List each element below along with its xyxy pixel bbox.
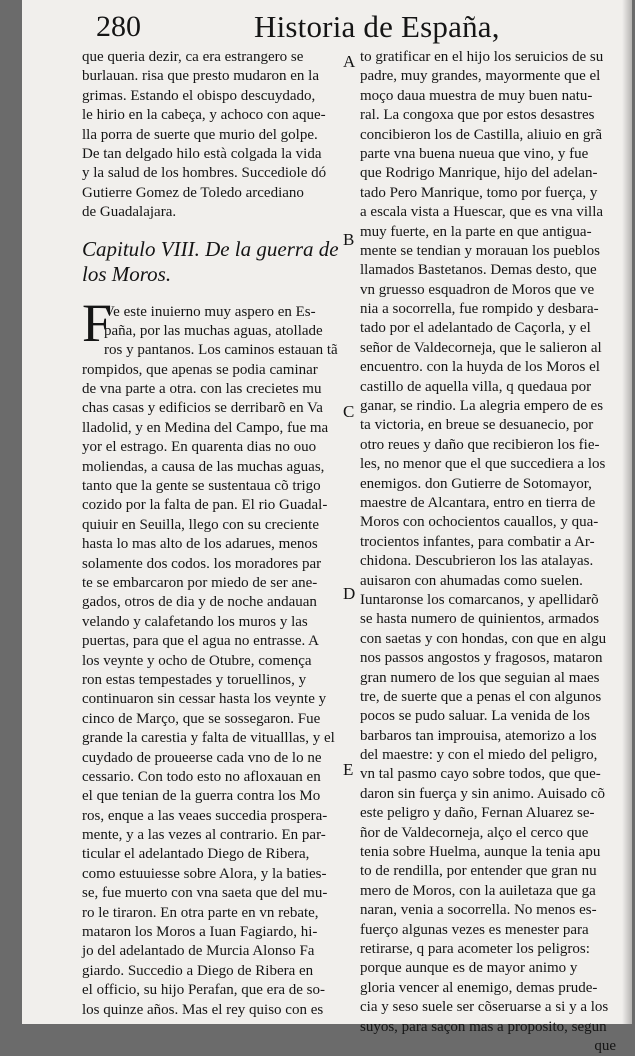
text-line: a escala vista a Huescar, que es vna villa bbox=[360, 204, 604, 221]
text-line: cinco de Março, que se sossegaron. Fue bbox=[82, 710, 321, 727]
text-line: quiuir en Seuilla, llego con su creciente bbox=[82, 516, 320, 533]
text-line: rompidos, que apenas se podia caminar bbox=[82, 361, 318, 378]
text-line: pocos se pudo saluar. La venida de los bbox=[360, 708, 590, 725]
text-line: le hirio en la cabeça, y achoco con aque- bbox=[82, 107, 326, 124]
text-line: concibieron los de Castilla, aliuio en grã bbox=[360, 126, 603, 143]
text-line: grande la carestia y falta de vitualllas, y el bbox=[82, 730, 335, 747]
right-body-text bbox=[360, 48, 616, 1037]
catchword: que bbox=[594, 1037, 616, 1054]
text-line: ral. La congoxa que por estos desastres bbox=[360, 107, 595, 124]
text-line: ta victoria, en breue se desuanecio, por bbox=[360, 417, 594, 434]
running-title: Historia de España, bbox=[254, 9, 500, 44]
text-line: lladolid, y en Medina del Campo, fue ma bbox=[82, 419, 329, 436]
text-line: retirarse, q para acometer los peligros: bbox=[360, 940, 590, 957]
chapter-title-line: los Moros. bbox=[82, 261, 172, 286]
text-line: ñor de Valdecorneja, alço el cerco que bbox=[360, 824, 589, 841]
text-line: el que tenian de la guerra contra los Mo bbox=[82, 788, 321, 805]
text-line: mero de Moros, con la auiletaza que ga bbox=[360, 882, 596, 899]
text-line: tanto que la gente se sustentaua cõ trigo bbox=[82, 478, 321, 495]
text-line: cozido por la falta de pan. El rio Guadal- bbox=[82, 497, 328, 514]
text-line: muy fuerte, en la parte en que antigua- bbox=[360, 223, 592, 240]
text-line: grimas. Estando el obispo descuydado, bbox=[82, 87, 316, 104]
text-line: enemigos. don Gutierre de Sotomayor, bbox=[360, 475, 592, 492]
text-line: padre, muy grandes, mayormente que el bbox=[360, 68, 601, 85]
text-line: con saetas y con hondas, con que en algu bbox=[360, 630, 607, 647]
margin-marker: B bbox=[343, 230, 355, 249]
text-line: y la salud de los hombres. Succediole dó bbox=[82, 165, 327, 182]
text-line: giardo. Succedio a Diego de Ribera en bbox=[82, 962, 314, 979]
text-line: mente se tendian y morauan los pueblos bbox=[360, 242, 600, 259]
text-line: gran numero de los que seguian al maes bbox=[360, 669, 600, 686]
text-line: continuaron sin cessar hasta los veynte y bbox=[82, 691, 327, 708]
text-line: este peligro y daño, Fernan Aluarez se- bbox=[360, 805, 595, 822]
text-line: como estuuiesse sobre Alora, y la baties- bbox=[82, 865, 327, 882]
text-line: de Guadalajara. bbox=[82, 204, 177, 221]
text-line: auisaron con ahumadas como suelen. bbox=[360, 572, 583, 589]
text-line: puertas, para que el agua no entrasse. A bbox=[82, 633, 319, 650]
text-line: que queria dezir, ca era estrangero se bbox=[82, 49, 304, 65]
text-line: yor el estrago. En quarenta dias no ouo bbox=[82, 439, 317, 456]
text-line: les, no menor que el que succediera a los bbox=[360, 456, 606, 473]
text-line: castillo de aquella villa, q quedaua por bbox=[360, 378, 592, 395]
margin-marker: C bbox=[343, 402, 355, 421]
text-line: jo del adelantado de Murcia Alonso Fa bbox=[82, 943, 315, 960]
text-line: tenia sobre Huelma, aunque la tenia apu bbox=[360, 844, 601, 861]
text-line: llamados Bastetanos. Demas desto, que bbox=[360, 262, 597, 279]
text-line: hasta lo mas alto de los adarues, menos bbox=[82, 536, 318, 553]
text-line: ron estas tempestades y toruellinos, y bbox=[82, 671, 307, 688]
text-line: se, fue muerto con vna saeta que del mu- bbox=[82, 885, 328, 902]
text-line: tre, de suerte que a penas el con algunos bbox=[360, 688, 602, 705]
drop-cap: F bbox=[82, 292, 113, 353]
text-line: parte vna buena nueua que vino, y fue bbox=[360, 145, 589, 162]
text-line: Gutierre Gomez de Toledo arcediano bbox=[82, 184, 304, 201]
text-line: fuerço algunas vezes es menester para bbox=[360, 921, 589, 938]
text-line: ros, enque a las veaes succedia prospera- bbox=[82, 807, 328, 824]
text-line: moliendas, a causa de las muchas aguas, bbox=[82, 458, 325, 475]
text-line: que Rodrigo Manrique, hijo del adelan- bbox=[360, 165, 598, 182]
text-line: gados, otros de dia y de noche andauan bbox=[82, 594, 317, 611]
text-line: daron sin fuerça y sin animo. Auisado cõ bbox=[360, 785, 605, 802]
book-page bbox=[22, 0, 632, 1054]
text-line: el officio, su hijo Perafan, que era de so- bbox=[82, 982, 325, 999]
text-line: cessario. Con todo esto no afloxauan en bbox=[82, 768, 321, 785]
text-line: mataron los Moros a Iuan Fagiardo, hi- bbox=[82, 924, 318, 941]
text-line: nia a socorrella, fue rompido y desbara- bbox=[360, 301, 599, 318]
left-top-text bbox=[82, 48, 338, 223]
text-line: to gratificar en el hijo los seruicios de su bbox=[360, 49, 604, 65]
text-line: los veynte y ocho de Otubre, comença bbox=[82, 652, 312, 669]
text-line: paña, por las muchas aguas, atollade bbox=[104, 322, 323, 339]
margin-marker: A bbox=[343, 52, 356, 71]
chapter-title-line: Capitulo VIII. De la guerra de bbox=[82, 236, 339, 261]
margin-marker: D bbox=[343, 584, 356, 603]
text-line: solamente dos codos. los moradores par bbox=[82, 555, 322, 572]
text-line: cuydado de proueerse cada vno de lo ne bbox=[82, 749, 322, 766]
text-line: ganar, se rindio. La alegria empero de es bbox=[360, 398, 604, 415]
text-line: trocientos infantes, para combatir a Ar- bbox=[360, 533, 595, 550]
text-line: to de rendilla, por entender que gran nu bbox=[360, 863, 597, 880]
left-body-text bbox=[82, 361, 338, 1020]
text-line: maestre de Alcantara, entro en tierra de bbox=[360, 494, 596, 511]
text-line: Iuntaronse los comarcanos, y apellidarõ bbox=[360, 591, 599, 608]
text-line: tado por el adelantado de Caçorla, y el bbox=[360, 320, 591, 337]
text-line: señor de Valdecorneja, que le salieron al bbox=[360, 339, 602, 356]
text-line: de vna parte a otra. con las crecietes mu bbox=[82, 381, 322, 398]
text-line: te se embarcaron por miedo de ser ane- bbox=[82, 574, 318, 591]
text-line: porque aunque es de mayor animo y bbox=[360, 960, 578, 977]
page-number: 280 bbox=[96, 10, 141, 43]
text-line: lla porra de suerte que murio del golpe. bbox=[82, 126, 318, 143]
text-line: otro reues y daño que recibieron los fie- bbox=[360, 436, 600, 453]
text-line: burlauan. risa que presto mudaron en la bbox=[82, 68, 320, 85]
text-line: Moros con ochocientos cauallos, y qua- bbox=[360, 514, 599, 531]
text-line: Ve este inuierno muy aspero en Es- bbox=[104, 303, 316, 320]
text-line: los quinze años. Mas el rey quiso con es bbox=[82, 1001, 324, 1018]
chapter-opening bbox=[82, 292, 338, 361]
text-line: chidona. Descubrieron los las atalayas. bbox=[360, 553, 594, 570]
text-line: ticular el adelantado Diego de Ribera, bbox=[82, 846, 310, 863]
text-line: moço daua muestra de muy buen natu- bbox=[360, 87, 593, 104]
text-line: vn tal pasmo cayo sobre todos, que que- bbox=[360, 766, 601, 783]
drop-cap-lines bbox=[82, 292, 338, 361]
text-line: nos passos angostos y fragosos, mataron bbox=[360, 650, 603, 667]
text-line: barbaros tan improuisa, atemorizo a los bbox=[360, 727, 597, 744]
text-line: suyos, para saçon mas a proposito, segun bbox=[360, 1018, 607, 1035]
text-line: velando y calafetando los muros y las bbox=[82, 613, 308, 630]
text-line: tado Pero Manrique, tomo por fuerça, y bbox=[360, 184, 598, 201]
text-line: chas casas y edificios se derribarõ en Va bbox=[82, 400, 323, 417]
margin-marker: E bbox=[343, 760, 354, 779]
chapter-title bbox=[82, 237, 338, 287]
text-line: se hasta numero de quinientos, armados bbox=[360, 611, 600, 628]
right-column bbox=[360, 48, 616, 1056]
text-line: cia y seso suele ser cõseruarse a si y a los bbox=[360, 999, 609, 1016]
text-line: De tan delgado hilo està colgada la vida bbox=[82, 145, 322, 162]
text-line: ro le tiraron. En otra parte en vn rebate, bbox=[82, 904, 319, 921]
left-column bbox=[82, 48, 338, 1020]
text-line: gloria vencer al enemigo, demas prude- bbox=[360, 979, 598, 996]
text-line: encuentro. con la huyda de los Moros el bbox=[360, 359, 600, 376]
text-line: ros y pantanos. Los caminos estauan tã bbox=[104, 342, 338, 359]
text-line: del maestre: y con el miedo del peligro, bbox=[360, 747, 598, 764]
text-line: mente, y a las vezes al contrario. En par- bbox=[82, 827, 326, 844]
text-line: vn gruesso esquadron de Moros que ve bbox=[360, 281, 595, 298]
text-line: naran, venia a socorrella. No menos es- bbox=[360, 902, 597, 919]
